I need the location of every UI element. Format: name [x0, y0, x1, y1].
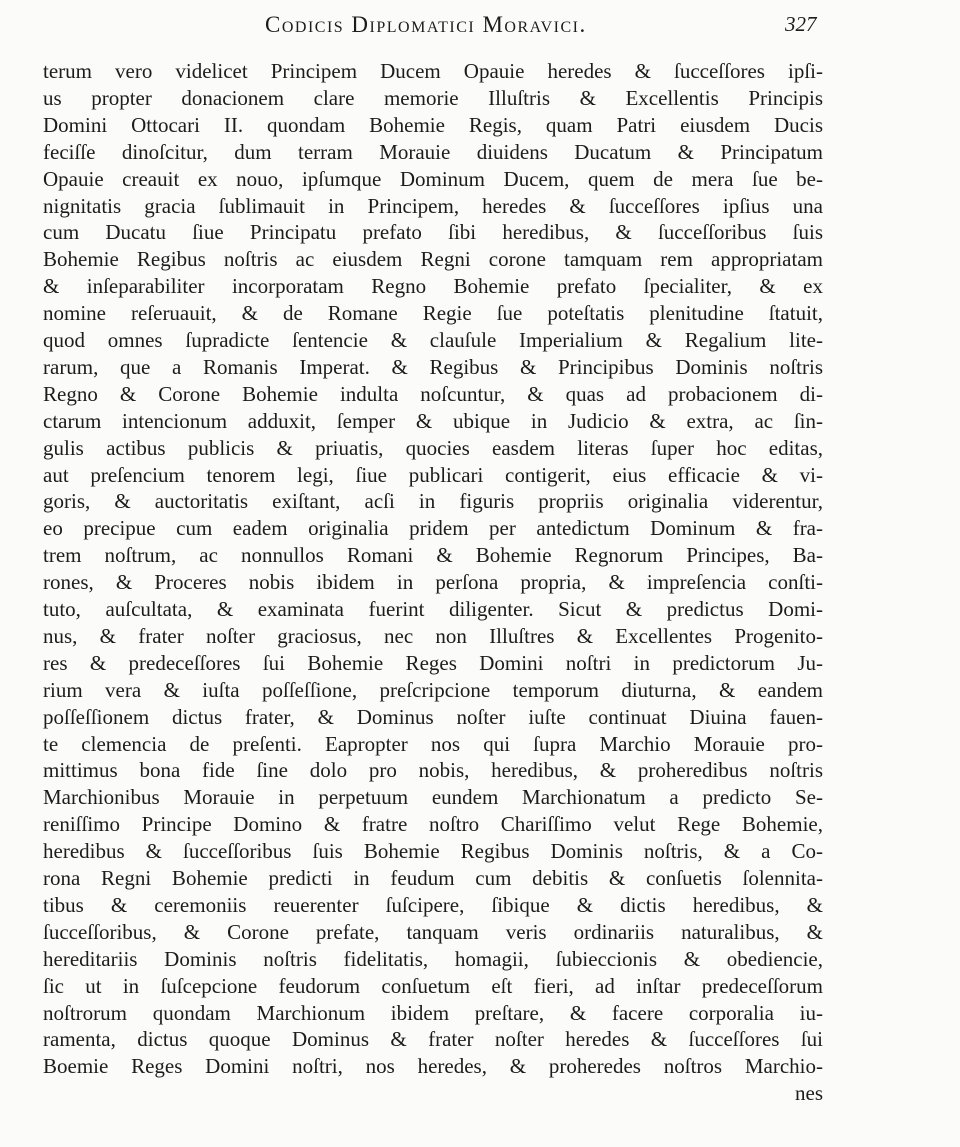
text-line: ſic ut in ſuſcepcione feudorum conſuetum eſt fieri, ad inſtar predeceſſorum — [43, 973, 823, 998]
text-line: ramenta, dictus quoque Dominus & frater noſter heredes & ſucceſſores ſui — [43, 1027, 823, 1052]
text-line: quod omnes ſupradicte ſentencie & clauſule Imperialium & Regalium lite- — [43, 328, 823, 352]
text-line: Regno & Corone Bohemie indulta noſcuntur, & quas ad probacionem di- — [43, 381, 823, 406]
text-line: tuto, auſcultata, & examinata fuerint diligenter. Sicut & predictus Domi- — [43, 597, 823, 621]
text-line: heredibus & ſucceſſoribus ſuis Bohemie Regibus Dominis noſtris, & a Co- — [43, 839, 823, 864]
text-line: feciſſe dinoſcitur, dum terram Morauie diuidens Ducatum & Principatum — [43, 139, 823, 164]
text-line: rium vera & iuſta poſſeſſione, preſcripcione temporum diuturna, & eandem — [43, 677, 823, 702]
text-line: goris, & auctoritatis exiſtant, acſi in figuris propriis originalia viderentur, — [43, 489, 823, 514]
text-line: cum Ducatu ſiue Principatu prefato ſibi heredibus, & ſucceſſoribus ſuis — [43, 220, 823, 245]
text-line: rarum, que a Romanis Imperat. & Regibus & Principibus Dominis noſtris — [43, 354, 823, 379]
text-line: te clemencia de preſenti. Eapropter nos qui ſupra Marchio Morauie pro- — [43, 731, 823, 756]
text-line: us propter donacionem clare memorie Illuſtris & Excellentis Principis — [43, 85, 823, 110]
page-number: 327 — [785, 12, 817, 36]
text-line: rones, & Proceres nobis ibidem in perſona propria, & impreſencia conſti- — [43, 570, 823, 595]
text-line: Bohemie Regibus noſtris ac eiusdem Regni corone tamquam rem appropriatam — [43, 247, 823, 272]
text-line: tibus & ceremoniis reuerenter ſuſcipere, ſibique & dictis heredibus, & — [43, 892, 823, 917]
text-line: Boemie Reges Domini noſtri, nos heredes, & proheredes noſtros Marchio- — [43, 1054, 823, 1079]
text-line: nus, & frater noſter graciosus, nec non Illuſtres & Excellentes Progenito- — [43, 623, 823, 648]
running-title: Codicis Diplomatici Moravici. — [265, 12, 587, 37]
text-line: nignitatis gracia ſublimauit in Principem, heredes & ſucceſſores ipſius una — [43, 193, 823, 218]
text-line: terum vero videlicet Principem Ducem Opauie heredes & ſucceſſores ipſi- — [43, 59, 823, 83]
text-line: rona Regni Bohemie predicti in feudum cum debitis & conſuetis ſolennita- — [43, 866, 823, 890]
text-line: noſtrorum quondam Marchionum ibidem preſtare, & facere corporalia iu- — [43, 1000, 823, 1025]
text-line: poſſeſſionem dictus frater, & Dominus noſter iuſte continuat Diuina fauen- — [43, 704, 823, 729]
text-line: ctarum intencionum adduxit, ſemper & ubique in Judicio & extra, ac ſin- — [43, 408, 823, 433]
text-line: eo precipue cum eadem originalia pridem per antedictum Dominum & fra- — [43, 516, 823, 541]
text-line: trem noſtrum, ac nonnullos Romani & Bohemie Regnorum Principes, Ba- — [43, 543, 823, 568]
text-line: res & predeceſſores ſui Bohemie Reges Domini noſtri in predictorum Ju- — [43, 650, 823, 675]
text-line: Marchionibus Morauie in perpetuum eundem Marchionatum a predicto Se- — [43, 785, 823, 810]
text-line: hereditariis Dominis noſtris fidelitatis, homagii, ſubieccionis & obediencie, — [43, 946, 823, 971]
text-line: nomine reſeruauit, & de Romane Regie ſue poteſtatis plenitudine ſtatuit, — [43, 301, 823, 326]
catchword: nes — [795, 1081, 823, 1106]
text-line: Domini Ottocari II. quondam Bohemie Regis, quam Patri eiusdem Ducis — [43, 112, 823, 137]
text-line: gulis actibus publicis & priuatis, quocies easdem literas ſuper hoc editas, — [43, 435, 823, 460]
text-line: mittimus bona fide ſine dolo pro nobis, heredibus, & proheredibus noſtris — [43, 758, 823, 783]
text-line: reniſſimo Principe Domino & fratre noſtro Chariſſimo velut Rege Bohemie, — [43, 812, 823, 837]
text-line: aut preſencium tenorem legi, ſiue publicari contigerit, eius efficacie & vi- — [43, 462, 823, 487]
text-line: Opauie creauit ex nouo, ipſumque Dominum Ducem, quem de mera ſue be- — [43, 166, 823, 191]
text-line: ſucceſſoribus, & Corone prefate, tanquam veris ordinariis naturalibus, & — [43, 919, 823, 944]
text-line: & inſeparabiliter incorporatam Regno Bohemie prefato ſpecialiter, & ex — [43, 274, 823, 299]
